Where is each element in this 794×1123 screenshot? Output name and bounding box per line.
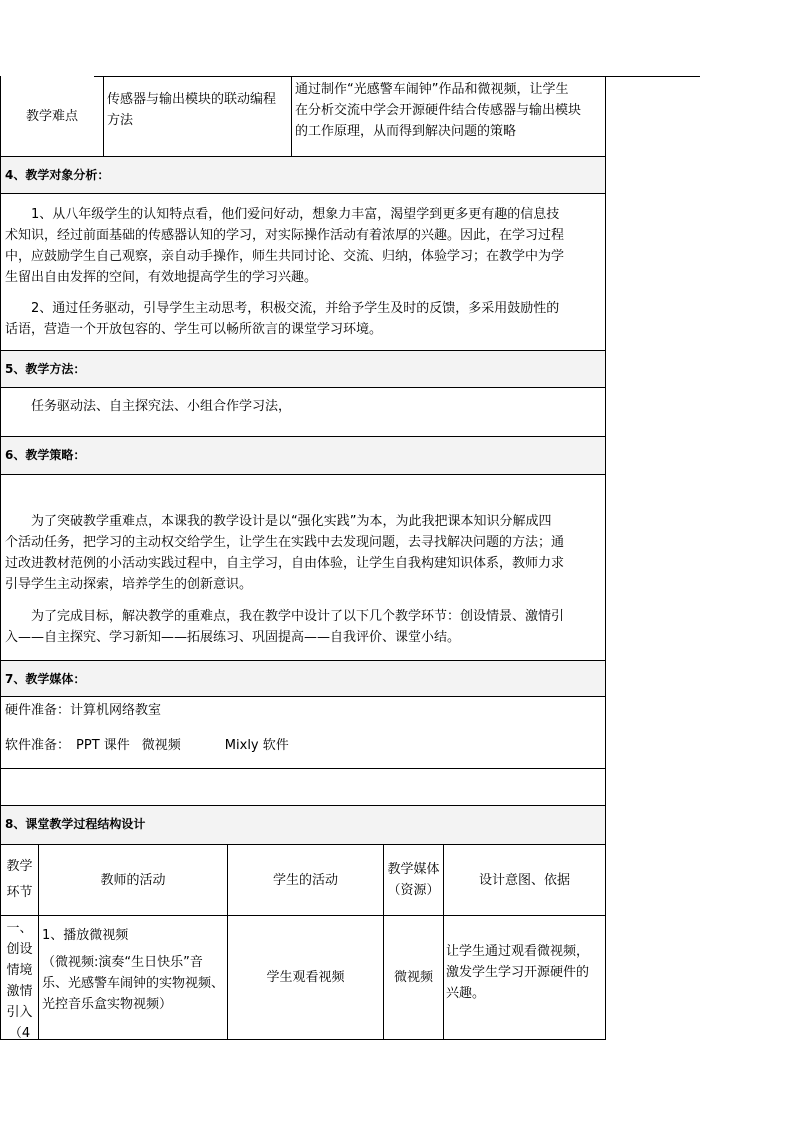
th-stage-line: 教学 <box>6 859 33 874</box>
section-6-header <box>0 437 606 475</box>
section-7-body <box>0 697 606 769</box>
difficulty-label-cell <box>1 76 104 156</box>
s7-hardware: 硬件准备：计算机网络教室 <box>5 703 162 718</box>
section-5-header <box>0 351 606 388</box>
th-student <box>228 845 384 915</box>
s6-p2-line: 为了完成目标，解决教学的重难点，我在教学中设计了以下几个教学环节：创设情景、激情引 <box>31 609 565 624</box>
intent-line: 让学生通过观看微视频， <box>446 944 590 959</box>
th-intent-label: 设计意图、依据 <box>478 872 570 888</box>
section-6-title: 6、教学策略： <box>5 448 86 462</box>
stage-line: 引入 <box>6 1005 33 1020</box>
section-4-body <box>0 194 606 351</box>
process-row-1 <box>0 916 606 1040</box>
teacher-detail-line: 乐、光感警车闹钟的实物视频、 <box>42 976 225 991</box>
difficulty-goal-line: 在分析交流中学会开源硬件结合传感器与输出模块 <box>295 103 582 118</box>
th-student-label: 学生的活动 <box>272 872 338 888</box>
media-cell <box>384 916 444 1039</box>
s6-p1-line: 过改进教材范例的小活动实践过程中，自主学习，自由体验，让学生自我构建知识体系，教师力求 <box>5 556 565 571</box>
th-teacher-label: 教师的活动 <box>100 872 166 888</box>
process-table-header <box>0 845 606 916</box>
section-5-body <box>0 388 606 437</box>
difficulty-topic-line: 传感器与输出模块的联动编程 <box>107 92 277 107</box>
difficulty-goal-line: 通过制作“光感警车闹钟”作品和微视频，让学生 <box>295 82 569 97</box>
teacher-detail-line: （微视频:演奏“生日快乐”音 <box>42 955 203 970</box>
s4-p2-line: 2、通过任务驱动，引导学生主动思考，积极交流，并给予学生及时的反馈，多采用鼓励性的 <box>31 301 560 316</box>
s7-software-item: PPT 课件 <box>76 738 130 753</box>
intent-line: 激发学生学习开源硬件的 <box>446 965 590 980</box>
media-resource: 微视频 <box>393 970 433 985</box>
th-stage <box>1 845 39 915</box>
section-7-header <box>0 661 606 697</box>
section-7-title: 7、教学媒体： <box>5 672 86 686</box>
s6-p1-line: 个活动任务，把学习的主动权交给学生，让学生在实践中去发现问题，去寻找解决问题的方法；通 <box>5 535 565 550</box>
s6-p2-line: 入——自主探究、学习新知——拓展练习、巩固提高——自我评价、课堂小结。 <box>5 630 461 645</box>
s4-p2-line: 话语，营造一个开放包容的、学生可以畅所欲言的课堂学习环境。 <box>5 322 383 337</box>
teacher-detail-line: 光控音乐盒实物视频） <box>42 997 173 1012</box>
section-5-title: 5、教学方法： <box>5 362 86 376</box>
s4-p1-line: 术知识，经过前面基础的传感器认知的学习，对实际操作活动有着浓厚的兴趣。因此，在学习过程 <box>5 228 565 243</box>
section-4-header <box>0 157 606 194</box>
student-activity: 学生观看视频 <box>266 970 345 985</box>
s4-p1-line: 1、从八年级学生的认知特点看，他们爱问好动，想象力丰富，渴望学到更多更有趣的信息技 <box>31 207 560 222</box>
stage-line: （4 <box>8 1026 31 1041</box>
s7-software-label: 软件准备： <box>5 738 71 753</box>
th-media <box>384 845 444 915</box>
section-4-title: 4、教学对象分析： <box>5 168 110 182</box>
section-8-title: 8、课堂教学过程结构设计 <box>5 817 146 831</box>
intent-cell <box>444 916 605 1039</box>
s7-software-line <box>5 735 601 756</box>
difficulty-label: 教学难点 <box>25 108 78 124</box>
th-intent <box>444 845 605 915</box>
stage-line: 激情 <box>6 984 33 999</box>
teacher-activity-title: 1、播放微视频 <box>42 928 129 943</box>
intent-line: 兴趣。 <box>446 986 486 1001</box>
difficulty-topic-line: 方法 <box>107 113 134 128</box>
th-media-line: 教学媒体 <box>387 862 440 877</box>
difficulty-row <box>0 76 606 157</box>
th-media-line: （资源） <box>387 883 440 898</box>
section-6-body <box>0 475 606 661</box>
stage-line: 创设 <box>6 942 33 957</box>
s4-p1-line: 中，应鼓励学生自己观察，亲自动手操作，师生共同讨论、交流、归纳，体验学习；在教学中为学 <box>5 249 565 264</box>
teacher-cell <box>39 916 228 1039</box>
s7-software-item: 微视频 <box>141 738 181 753</box>
section-7-blank <box>0 769 606 806</box>
stage-line: 一、 <box>6 921 33 936</box>
student-cell <box>228 916 384 1039</box>
difficulty-goal-cell <box>292 76 605 156</box>
s6-p1-line: 为了突破教学重难点，本课我的教学设计是以“强化实践”为本，为此我把课本知识分解成四 <box>31 514 552 529</box>
s5-body: 任务驱动法、自主探究法、小组合作学习法， <box>31 399 292 414</box>
th-teacher <box>39 845 228 915</box>
difficulty-goal-line: 的工作原理，从而得到解决问题的策略 <box>295 124 517 139</box>
difficulty-topic-cell <box>104 76 292 156</box>
th-stage-line: 环节 <box>6 885 33 900</box>
s6-p1-line: 引导学生主动探索，培养学生的创新意识。 <box>5 577 253 592</box>
section-8-header <box>0 806 606 845</box>
stage-cell <box>1 916 39 1039</box>
s7-software-item: Mixly 软件 <box>224 738 289 753</box>
s4-p1-line: 生留出自由发挥的空间，有效地提高学生的学习兴趣。 <box>5 270 318 285</box>
stage-line: 情境 <box>6 963 33 978</box>
